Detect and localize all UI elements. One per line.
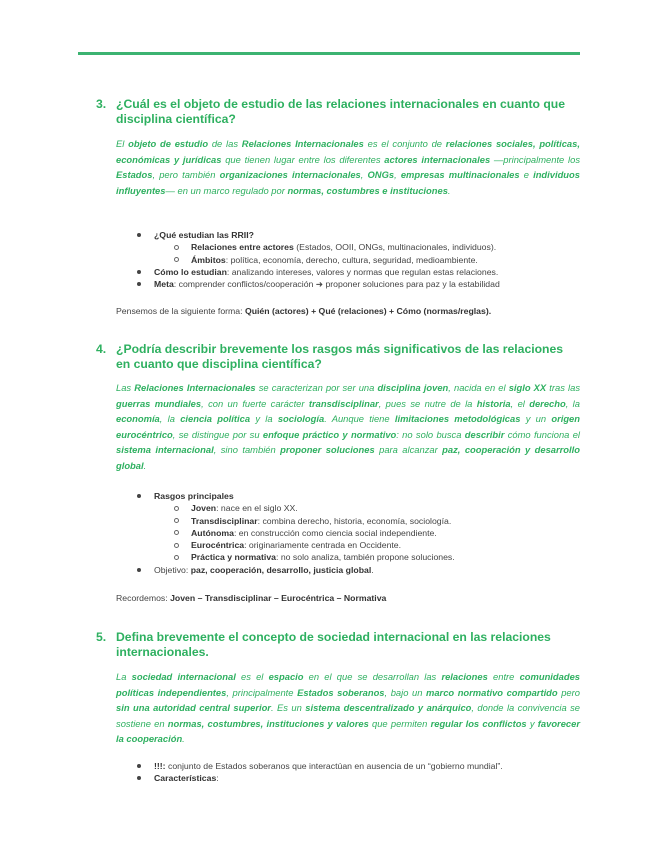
emphasis-text: enfoque práctico y normativo — [262, 428, 397, 440]
paragraph-text: , la — [159, 413, 181, 425]
summary-prefix: Pensemos de la siguiente forma: — [116, 306, 245, 316]
paragraph-text: que permiten — [368, 717, 431, 729]
paragraph-text: —principalmente los — [490, 153, 581, 165]
sub-bullet-text: : política, economía, derecho, cultura, seguridad, medioambiente. — [225, 254, 478, 265]
bullet-term: Rasgos principales — [154, 491, 234, 501]
summary-formula: Quién (actores) + Qué (relaciones) + Cómo (normas/reglas). — [244, 306, 492, 316]
sub-bullet-text: : combina derecho, historia, economía, sociología. — [257, 515, 452, 526]
paragraph-text: de las — [208, 138, 242, 149]
sub-bullet-item — [136, 502, 580, 514]
paragraph-text: , pues se nutre de la — [378, 397, 477, 409]
emphasis-text: Estados — [116, 169, 153, 181]
question-title: Defina brevemente el concepto de sociedad internacional en las relaciones internacionales. — [116, 630, 551, 659]
sub-bullet-item — [136, 539, 580, 551]
emphasis-text: sociedad internacional — [131, 671, 236, 682]
sub-bullet-item — [136, 241, 580, 253]
summary-line-4 — [116, 592, 580, 604]
sub-bullet-term: Práctica y normativa — [191, 552, 276, 563]
paragraph-text: . Aunque tiene — [324, 413, 395, 425]
bullet-term: Meta — [154, 279, 174, 290]
bullet-item — [136, 772, 580, 784]
paragraph-text: y la — [250, 413, 278, 425]
paragraph-text: El — [116, 138, 129, 149]
emphasis-text: favorecer la cooperación — [116, 717, 580, 745]
question-5-heading — [96, 630, 580, 660]
emphasis-text: origen eurocéntrico — [116, 413, 580, 440]
paragraph-text: , bajo un — [384, 686, 426, 698]
bullet-text: conjunto de Estados soberanos que interactúan en ausencia de un “gobierno mundial”. — [165, 761, 503, 771]
bullet-term: !!!: — [154, 761, 166, 771]
emphasis-text: sin una autoridad central superior — [116, 702, 271, 714]
bullet-item — [136, 278, 580, 290]
sub-bullet-item — [136, 551, 580, 563]
question-number: 3. — [96, 97, 107, 111]
question-title: ¿Cuál es el objeto de estudio de las relaciones internacionales en cuanto que disciplina científica? — [116, 97, 566, 126]
paragraph-text: es el conjunto de — [363, 138, 446, 149]
bullet-term: Cómo lo estudian — [154, 266, 227, 277]
emphasis-text: normas, costumbres e instituciones — [287, 184, 448, 196]
question-3-heading — [96, 97, 580, 127]
emphasis-text: sistema descentralizado y anárquico — [305, 702, 472, 714]
paragraph-text: , principalmente — [226, 686, 298, 698]
summary-line-3 — [116, 305, 580, 317]
bullet-item — [136, 229, 580, 241]
emphasis-text: ONGs — [367, 169, 395, 181]
paragraph-text: pero — [557, 686, 580, 698]
emphasis-text: describir — [464, 428, 505, 440]
paragraph-text: Las — [116, 382, 135, 393]
paragraph-text: y — [526, 717, 538, 729]
emphasis-text: marco normativo compartido — [426, 686, 558, 698]
bullet-item — [136, 760, 580, 772]
bullet-term: ¿Qué estudian las RRII? — [154, 230, 254, 240]
bullet-list-4 — [136, 490, 580, 576]
paragraph-text: , donde la convivencia se sostiene en — [116, 702, 581, 729]
paragraph-text: . — [447, 184, 451, 196]
sub-bullet-term: Joven — [191, 503, 217, 514]
question-number: 4. — [96, 342, 107, 356]
sub-bullet-term: Ámbitos — [191, 254, 226, 265]
header-rule — [78, 52, 580, 55]
paragraph-text: . Es un — [270, 702, 306, 714]
bullet-term: paz, cooperación, desarrollo, justicia global — [190, 564, 372, 575]
emphasis-text: disciplina joven — [377, 382, 449, 393]
bullet-list-5 — [136, 760, 580, 785]
paragraph-text: , la — [565, 397, 580, 409]
summary-prefix: Recordemos: — [116, 593, 171, 603]
answer-paragraph-3 — [116, 136, 580, 198]
sub-bullet-term: Relaciones entre actores — [191, 242, 294, 253]
paragraph-text: que tienen lugar entre los diferentes — [221, 153, 385, 165]
paragraph-text: tras las — [546, 382, 581, 393]
sub-bullet-item — [136, 527, 580, 539]
question-number: 5. — [96, 630, 107, 644]
emphasis-text: espacio — [268, 671, 304, 682]
paragraph-text: — en un marco regulado por — [165, 184, 288, 196]
question-title: ¿Podría describir brevemente los rasgos más significativos de las relaciones en cuanto que disciplina científica? — [116, 342, 564, 371]
emphasis-text: objeto de estudio — [128, 138, 209, 149]
emphasis-text: normas, costumbres, instituciones y valores — [167, 717, 369, 729]
emphasis-text: individuos influyentes — [116, 169, 580, 196]
sub-bullet-text: : originariamente centrada en Occidente. — [244, 540, 402, 551]
sub-bullet-term: Eurocéntrica — [191, 540, 245, 551]
bullet-text: : comprender conflictos/cooperación ➜ proponer soluciones para paz y la estabilidad — [173, 279, 500, 290]
paragraph-text: , sino también — [213, 444, 281, 456]
sub-bullet-term: Autónoma — [191, 527, 234, 538]
bullet-term: Características — [154, 773, 217, 784]
bullet-item — [136, 490, 580, 502]
question-4-heading — [96, 342, 580, 372]
paragraph-text: , se distingue por su — [172, 428, 263, 440]
paragraph-text: , con un fuerte carácter — [201, 397, 309, 409]
sub-bullet-term: Transdisciplinar — [191, 515, 258, 526]
emphasis-text: sociología — [277, 413, 325, 425]
emphasis-text: Estados soberanos — [297, 686, 385, 698]
emphasis-text: transdisciplinar — [308, 397, 379, 409]
bullet-text: : — [216, 773, 219, 784]
emphasis-text: historia — [476, 397, 511, 409]
emphasis-text: actores internacionales — [384, 153, 491, 165]
paragraph-text: . — [143, 459, 147, 471]
paragraph-text: se caracterizan por ser una — [255, 382, 378, 393]
bullet-text: : analizando intereses, valores y normas que regulan estas relaciones. — [226, 266, 499, 277]
answer-paragraph-4 — [116, 380, 580, 474]
emphasis-text: siglo XX — [508, 382, 547, 393]
sub-bullet-item — [136, 254, 580, 266]
sub-bullet-text: : no solo analiza, también propone soluciones. — [276, 552, 455, 563]
paragraph-text: . — [182, 733, 185, 745]
paragraph-text: e — [519, 169, 534, 181]
emphasis-text: ciencia política — [180, 413, 251, 425]
emphasis-text: organizaciones internacionales — [219, 169, 361, 181]
emphasis-text: proponer soluciones — [280, 444, 375, 456]
summary-keywords: Joven – Transdisciplinar – Eurocéntrica – Normativa — [170, 593, 387, 603]
emphasis-text: derecho — [529, 397, 566, 409]
paragraph-text: para alcanzar — [374, 444, 443, 456]
bullet-list-3 — [136, 229, 580, 290]
paragraph-text: , — [394, 169, 401, 181]
emphasis-text: empresas multinacionales — [400, 169, 520, 181]
paragraph-text: en el que se desarrollan las — [303, 671, 442, 682]
emphasis-text: Relaciones Internacionales — [134, 382, 256, 393]
emphasis-text: limitaciones metodológicas — [394, 413, 521, 425]
paragraph-text: , — [360, 169, 368, 181]
emphasis-text: Relaciones Internacionales — [241, 138, 364, 149]
bullet-item — [136, 266, 580, 278]
bullet-text: . — [371, 564, 374, 575]
emphasis-text: regular los conflictos — [430, 717, 527, 729]
emphasis-text: comunidades políticas independientes — [116, 671, 581, 698]
paragraph-text: : no solo busca — [396, 428, 465, 440]
emphasis-text: sistema internacional — [116, 444, 214, 456]
bullet-label: Objetivo: — [154, 564, 191, 575]
emphasis-text: guerras mundiales — [116, 397, 202, 409]
paragraph-text: La — [116, 671, 132, 682]
paragraph-text: cómo funciona el — [504, 428, 580, 440]
answer-paragraph-5 — [116, 669, 580, 747]
emphasis-text: paz, cooperación y desarrollo global — [116, 444, 580, 471]
emphasis-text: economía — [116, 413, 160, 425]
paragraph-text: y un — [520, 413, 552, 425]
sub-bullet-item — [136, 515, 580, 527]
sub-bullet-text: (Estados, OOII, ONGs, multinacionales, individuos). — [293, 242, 497, 253]
emphasis-text: relaciones — [441, 671, 488, 682]
sub-bullet-text: : nace en el siglo XX. — [216, 503, 298, 514]
sub-bullet-text: : en construcción como ciencia social independiente. — [233, 527, 437, 538]
bullet-item — [136, 564, 580, 576]
paragraph-text: , el — [510, 397, 530, 409]
emphasis-text: relaciones sociales, políticas, económicas y jurídicas — [116, 138, 580, 165]
paragraph-text: , nacida en el — [448, 382, 509, 393]
paragraph-text: es el — [235, 671, 269, 682]
paragraph-text: , pero también — [152, 169, 220, 181]
paragraph-text: entre — [487, 671, 520, 682]
